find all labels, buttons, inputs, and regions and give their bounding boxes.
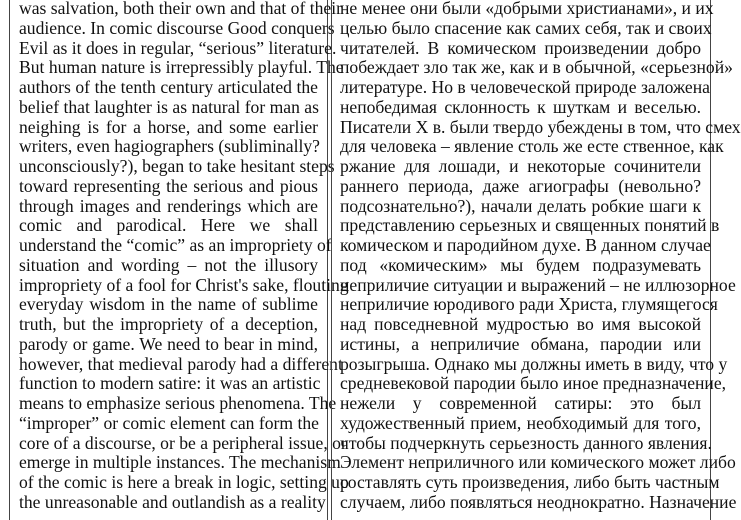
text-line: impropriety of a fool for Christ's sake, flouting [19, 274, 349, 295]
text-line: побеждает зло так же, как и в обычной, «серьезной» [340, 57, 733, 78]
text-line: средневековой пародии было иное предназначение, [340, 373, 727, 394]
text-line: непобедимая склонность к шуткам и веселью. [340, 96, 701, 117]
text-line: unconsciously?), began to take hesitant steps [19, 156, 335, 176]
text-line: parody or game. We need to bear in mind, [19, 333, 318, 354]
text-line: through images and renderings which are [19, 195, 318, 216]
text-line: под «комическим» мы будем подразумевать [340, 254, 701, 275]
text-line: для человека – явление столь же есте ственное, как [340, 136, 724, 157]
text-line: нежели у современной сатиры: это был [340, 393, 701, 413]
text-line: неприличие юродивого ради Христа, глумящегося [340, 294, 718, 315]
text-line: целью было спасение как самих себя, так и своих [340, 17, 712, 38]
text-line: чтобы подчеркнуть серьезность данного явления. [340, 432, 712, 453]
text-line: truth, but the impropriety of a deception, [19, 314, 318, 334]
text-line: however, that medieval parody had a different [19, 353, 343, 374]
text-line: не менее они были «добрыми христианами», и их [340, 0, 714, 18]
russian-text-block [340, 0, 741, 513]
english-column [9, 0, 349, 520]
text-line: ржание для лошади, и некоторые сочинители [340, 156, 701, 176]
text-line: belief that laughter is as natural for man as [19, 96, 319, 117]
russian-column [331, 0, 741, 520]
text-line: составлять суть произведения, либо быть частным [340, 472, 720, 492]
text-line: writers, even hagiographers (subliminally? [19, 136, 320, 157]
text-line: of the comic is here a break in logic, setting up [19, 472, 349, 492]
text-line: Evil as it does in regular, “serious” literature. [19, 37, 337, 58]
text-line: the unreasonable and outlandish as a reality [19, 491, 326, 512]
text-line: “improper” or comic element can form the [19, 412, 319, 433]
text-line: understand the “comic” as an impropriety of [19, 235, 332, 255]
text-line: function to modern satire: it was an artistic [19, 373, 321, 394]
text-line: core of a discourse, or be a peripheral issue, or [19, 432, 347, 453]
text-line: neighing is for a horse, and some earlier [19, 116, 318, 137]
text-line: But human nature is irrepressibly playful. The [19, 57, 344, 78]
text-line: комическом и пародийном духе. В данном случае [340, 235, 711, 255]
text-line: toward representing the serious and pious [19, 175, 318, 196]
text-line: Писатели X в. были твердо убеждены в том, что смех [340, 116, 741, 137]
text-line: situation and wording – not the illusory [19, 254, 318, 275]
text-line: emerge in multiple instances. The mechanism [19, 452, 341, 473]
text-line: раннего периода, даже агиографы (невольно? [340, 175, 701, 196]
text-line: подсознательно?), начали делать робкие шаги к [340, 195, 701, 216]
text-line: comic and parodical. Here we shall [19, 215, 318, 236]
text-line: представлению серьезных и священных понятий в [340, 215, 720, 236]
text-line: неприличие ситуации и выражений – не иллюзорное [340, 274, 736, 295]
text-line: Элемент неприличного или комического может либо [340, 452, 736, 473]
text-line: случаем, либо появляться неоднократно. Назначение [340, 491, 737, 512]
text-line: everyday wisdom in the name of sublime [19, 294, 318, 315]
text-line: audience. In comic discourse Good conquers [19, 17, 335, 38]
text-line: над повседневной мудростью во имя высокой [340, 314, 701, 334]
text-line: розыгрыша. Однако мы должны иметь в виду, что у [340, 353, 728, 374]
text-line: authors of the tenth century articulated the [19, 77, 318, 97]
text-line: читателей. В комическом произведении добро [340, 37, 701, 58]
text-line: художественный прием, необходимый для того, [340, 412, 701, 433]
text-line: was salvation, both their own and that of their [19, 0, 342, 18]
text-line: means to emphasize serious phenomena. The [19, 393, 337, 413]
english-text-block [19, 0, 349, 513]
text-line: литературе. Но в человеческой природе заложена [340, 77, 710, 97]
text-line: истины, а неприличие обмана, пародии или [340, 333, 701, 354]
